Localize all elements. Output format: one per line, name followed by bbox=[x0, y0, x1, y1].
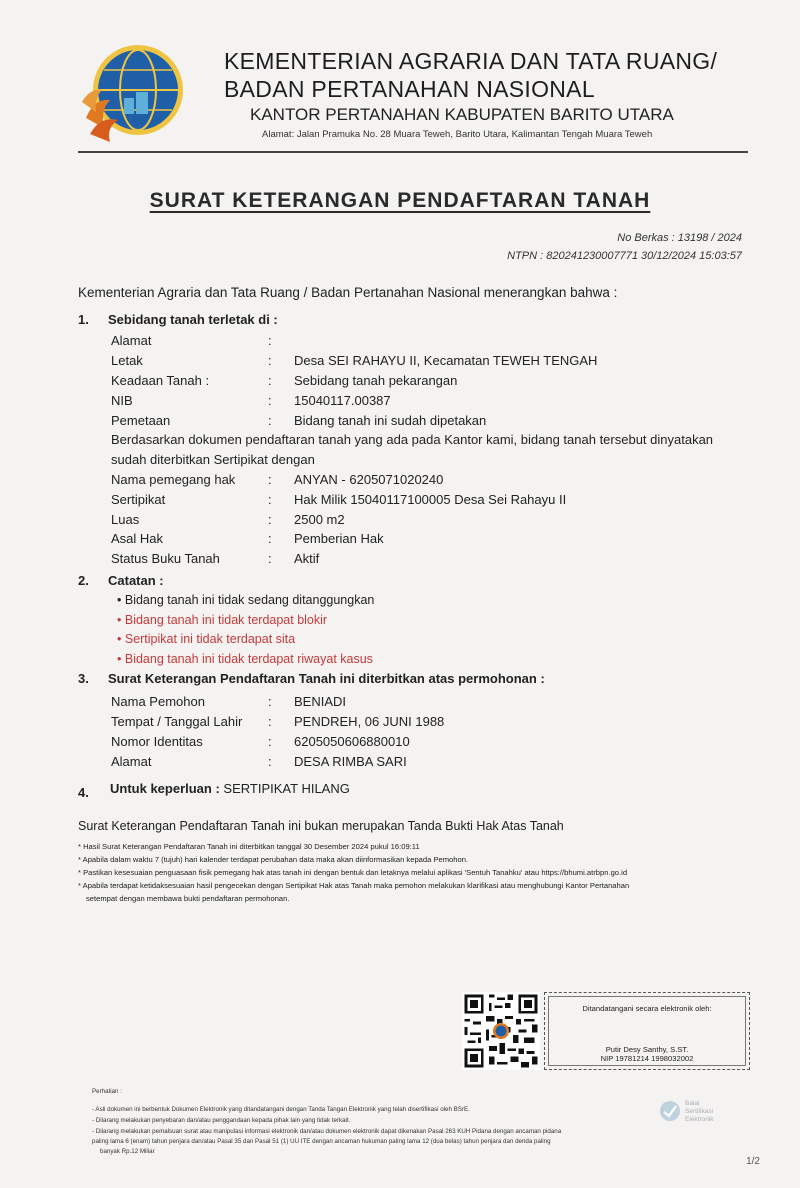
notice-line: - Dilarang melakukan pemalsuan surat atau manipulasi informasi elektronik dan/atau dokumen elektronik dapat dikenakan Pasal 263 KUH Pidana dengan ancaman pidana bbox=[92, 1128, 562, 1135]
field-colon: : bbox=[268, 472, 272, 487]
field-label: Luas bbox=[111, 512, 140, 527]
section-number: 2. bbox=[78, 573, 89, 588]
field-label: Letak bbox=[111, 353, 143, 368]
field-label: Status Buku Tanah bbox=[111, 551, 220, 566]
field-colon: : bbox=[268, 512, 272, 527]
ministry-name-line2: BADAN PERTANAHAN NASIONAL bbox=[224, 76, 595, 102]
purpose-line bbox=[110, 781, 350, 796]
list-item: • Bidang tanah ini tidak terdapat blokir bbox=[117, 613, 328, 627]
field-colon: : bbox=[268, 714, 272, 729]
office-name: KANTOR PERTANAHAN KABUPATEN BARITO UTARA bbox=[250, 105, 674, 124]
list-item: • Bidang tanah ini tidak terdapat riwayat kasus bbox=[117, 652, 373, 666]
field-colon: : bbox=[268, 373, 272, 388]
list-item: • Sertipikat ini tidak terdapat sita bbox=[117, 632, 296, 646]
footnote: * Apabila terdapat ketidaksesuaian hasil pengecekan dengan Sertipikat Hak atas Tanah maka pemohon melakukan klarifikasi atau menghubungi Kantor Pertanahan bbox=[78, 881, 630, 890]
field-value: ANYAN - 6205071020240 bbox=[294, 472, 444, 487]
field-colon: : bbox=[268, 413, 272, 428]
field-value: Hak Milik 15040117100005 Desa Sei Rahayu II bbox=[294, 492, 567, 507]
field-label: Alamat bbox=[111, 333, 152, 348]
list-item: • Bidang tanah ini tidak sedang ditanggungkan bbox=[117, 593, 375, 607]
paragraph: Berdasarkan dokumen pendaftaran tanah yang ada pada Kantor kami, bidang tanah tersebut dinyatakan bbox=[111, 432, 714, 447]
document-title: SURAT KETERANGAN PENDAFTARAN TANAH bbox=[149, 189, 651, 212]
field-value: Pemberian Hak bbox=[294, 531, 384, 546]
purpose-value: SERTIPIKAT HILANG bbox=[223, 781, 350, 796]
bsre-text-line: Sertifikasi bbox=[685, 1108, 714, 1115]
list-item-text: Sertipikat ini tidak terdapat sita bbox=[124, 632, 296, 646]
section-heading: Sebidang tanah terletak di : bbox=[108, 312, 278, 327]
paragraph: sudah diterbitkan Sertipikat dengan bbox=[111, 452, 315, 467]
field-label: Sertipikat bbox=[111, 492, 166, 507]
notice-line: - Dilarang melakukan penyebaran dan/atau penggandaan kepada pihak lain yang tidak terkait. bbox=[92, 1117, 351, 1124]
signer-name: Putir Desy Santhy, S.ST. bbox=[605, 1045, 689, 1054]
field-label: Nomor Identitas bbox=[111, 734, 203, 749]
list-item-text: Bidang tanah ini tidak sedang ditanggungkan bbox=[124, 593, 375, 607]
notice-line: banyak Rp.12 Miliar bbox=[100, 1148, 155, 1155]
field-colon: : bbox=[268, 353, 272, 368]
section-number: 1. bbox=[78, 312, 89, 327]
footnote: * Pastikan kesesuaian penguasaan fisik pemegang hak atas tanah ini dengan bentuk dan letaknya melalui aplikasi 'Sentuh Tanahku' atau https://bhumi.atrbpn.go.id bbox=[78, 868, 628, 877]
field-label: Asal Hak bbox=[111, 531, 164, 546]
field-value: Aktif bbox=[294, 551, 320, 566]
notice-line: paling lama 6 (enam) tahun penjara dan/atau Pasal 35 dan Pasal 51 (1) UU ITE dengan ancaman hukuman paling lama 12 (dua belas) tahun penjara dan denda paling bbox=[92, 1138, 551, 1145]
field-colon: : bbox=[268, 393, 272, 408]
field-value: DESA RIMBA SARI bbox=[294, 754, 407, 769]
signed-electronically-text: Ditandatangani secara elektronik oleh: bbox=[582, 1004, 712, 1013]
section-heading: Surat Keterangan Pendaftaran Tanah ini diterbitkan atas permohonan : bbox=[108, 671, 545, 686]
field-colon: : bbox=[268, 531, 272, 546]
section-heading: Untuk keperluan : bbox=[110, 781, 220, 796]
field-value: PENDREH, 06 JUNI 1988 bbox=[294, 714, 445, 729]
field-label: NIB bbox=[111, 393, 133, 408]
bpn-logo-icon bbox=[80, 38, 192, 150]
field-value: BENIADI bbox=[294, 694, 347, 709]
no-berkas: No Berkas : 13198 / 2024 bbox=[617, 232, 742, 244]
section-number: 4. bbox=[78, 785, 89, 800]
field-value: 6205050606880010 bbox=[294, 734, 410, 749]
field-label: Pemetaan bbox=[111, 413, 171, 428]
ntpn: NTPN : 820241230007771 30/12/2024 15:03:57 bbox=[507, 250, 742, 262]
field-value: Sebidang tanah pekarangan bbox=[294, 373, 458, 388]
section-heading: Catatan : bbox=[108, 573, 164, 588]
field-label: Alamat bbox=[111, 754, 152, 769]
field-value: 2500 m2 bbox=[294, 512, 345, 527]
notice-title: Perhatian : bbox=[92, 1088, 122, 1095]
ministry-name-line1: KEMENTERIAN AGRARIA DAN TATA RUANG/ bbox=[224, 48, 718, 74]
office-address: Alamat: Jalan Pramuka No. 28 Muara Teweh, Barito Utara, Kalimantan Tengah Muara Teweh bbox=[262, 129, 653, 140]
field-value: 15040117.00387 bbox=[294, 393, 391, 408]
field-colon: : bbox=[268, 754, 272, 769]
field-value: Bidang tanah ini sudah dipetakan bbox=[294, 413, 487, 428]
field-label: Tempat / Tanggal Lahir bbox=[111, 714, 243, 729]
bsre-emblem-icon bbox=[659, 1100, 681, 1122]
section-number: 3. bbox=[78, 671, 89, 686]
bsre-text bbox=[685, 1100, 714, 1124]
qr-code-icon bbox=[462, 992, 540, 1070]
footnote: * Apabila dalam waktu 7 (tujuh) hari kalender terdapat perubahan data maka akan diinformasikan kepada Pemohon. bbox=[78, 855, 469, 864]
field-value: Desa SEI RAHAYU II, Kecamatan TEWEH TENGAH bbox=[294, 353, 598, 368]
field-colon: : bbox=[268, 734, 272, 749]
field-colon: : bbox=[268, 333, 272, 348]
field-label: Keadaan Tanah : bbox=[111, 373, 210, 388]
field-label: Nama Pemohon bbox=[111, 694, 205, 709]
list-item-text: Bidang tanah ini tidak terdapat blokir bbox=[124, 613, 328, 627]
footnote: setempat dengan membawa bukti pendaftaran permohonan. bbox=[86, 894, 290, 903]
field-colon: : bbox=[268, 492, 272, 507]
list-item-text: Bidang tanah ini tidak terdapat riwayat kasus bbox=[124, 652, 373, 666]
field-colon: : bbox=[268, 551, 272, 566]
field-label: Nama pemegang hak bbox=[111, 472, 236, 487]
page-number: 1/2 bbox=[746, 1156, 760, 1167]
footnote: * Hasil Surat Keterangan Pendaftaran Tanah ini diterbitkan tanggal 30 Desember 2024 pukul 16:09:11 bbox=[78, 842, 420, 851]
disclaimer: Surat Keterangan Pendaftaran Tanah ini bukan merupakan Tanda Bukti Hak Atas Tanah bbox=[78, 819, 564, 833]
header-divider bbox=[78, 151, 748, 153]
bsre-text-line: Elektronik bbox=[685, 1116, 714, 1123]
notice-line: - Asli dokumen ini berbentuk Dokumen Elektronik yang ditandatangani dengan Tanda Tangan Elektronik yang telah disertifikasi oleh BSrE. bbox=[92, 1106, 470, 1113]
signer-nip: NIP 19781214 1998032002 bbox=[600, 1054, 694, 1063]
intro-text: Kementerian Agraria dan Tata Ruang / Badan Pertanahan Nasional menerangkan bahwa : bbox=[78, 285, 618, 300]
bsre-logo-icon bbox=[655, 1094, 745, 1130]
field-colon: : bbox=[268, 694, 272, 709]
bsre-text-line: Balai bbox=[685, 1100, 700, 1107]
